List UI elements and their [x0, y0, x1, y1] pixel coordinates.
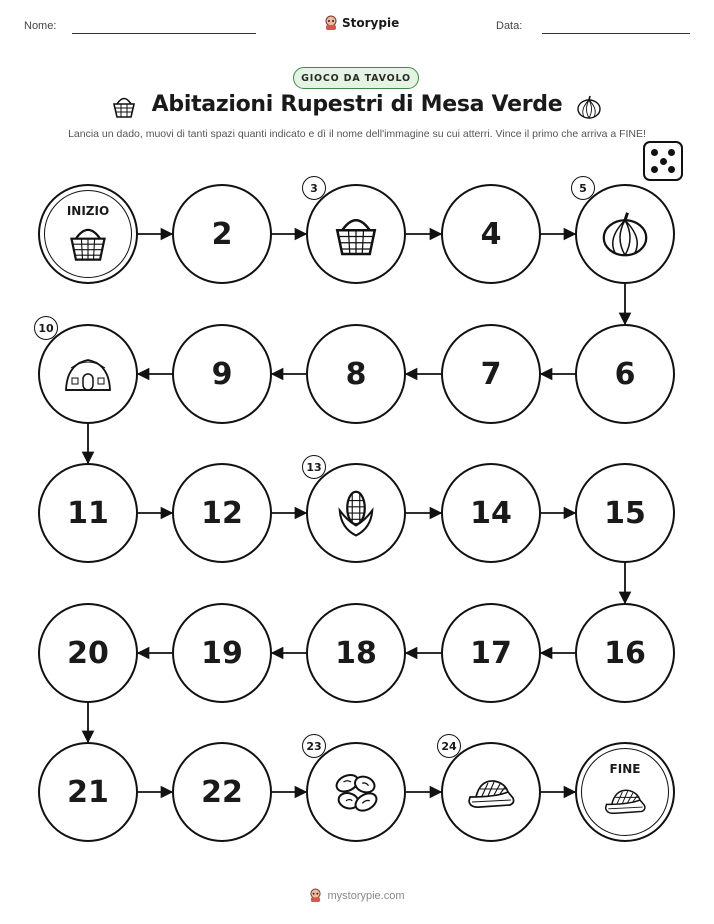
name-label: Nome:: [24, 20, 57, 32]
space-number: 22: [201, 774, 243, 810]
space-number-badge: 10: [34, 316, 58, 340]
space-number: 12: [201, 495, 243, 531]
space-number: 20: [67, 635, 109, 671]
space-number: 4: [480, 216, 502, 252]
space-number: 2: [211, 216, 233, 252]
space-number: 16: [604, 635, 646, 671]
category-badge: GIOCO DA TAVOLO: [293, 67, 419, 89]
space-number-badge: 5: [571, 176, 595, 200]
space-number: 15: [604, 495, 646, 531]
space-label: INIZIO: [66, 204, 110, 218]
space-number: 11: [67, 495, 109, 531]
footer: [0, 888, 714, 903]
space-label: FINE: [609, 762, 641, 776]
brand-name: Storypie: [342, 16, 400, 30]
space-number-badge: 23: [302, 734, 326, 758]
date-label: Data:: [496, 20, 523, 32]
space-number-badge: 24: [437, 734, 461, 758]
footer-url[interactable]: mystorypie.com: [327, 889, 405, 902]
page-title: Abitazioni Rupestri di Mesa Verde: [151, 92, 563, 117]
space-number: 8: [345, 356, 367, 392]
space-number: 7: [480, 356, 502, 392]
space-number-badge: 13: [302, 455, 326, 479]
space-number: 19: [201, 635, 243, 671]
space-number: 17: [470, 635, 512, 671]
space-number: 18: [335, 635, 377, 671]
instructions: Lancia un dado, muovi di tanti spazi quanti indicato e dì il nome dell'immagine su cui atterri. Vince il primo che arriva a FINE!: [68, 128, 646, 140]
space-number-badge: 3: [302, 176, 326, 200]
space-number: 9: [211, 356, 233, 392]
space-number: 14: [470, 495, 512, 531]
space-number: 21: [67, 774, 109, 810]
storypie-mascot-icon: [309, 888, 322, 903]
space-number: 6: [614, 356, 636, 392]
